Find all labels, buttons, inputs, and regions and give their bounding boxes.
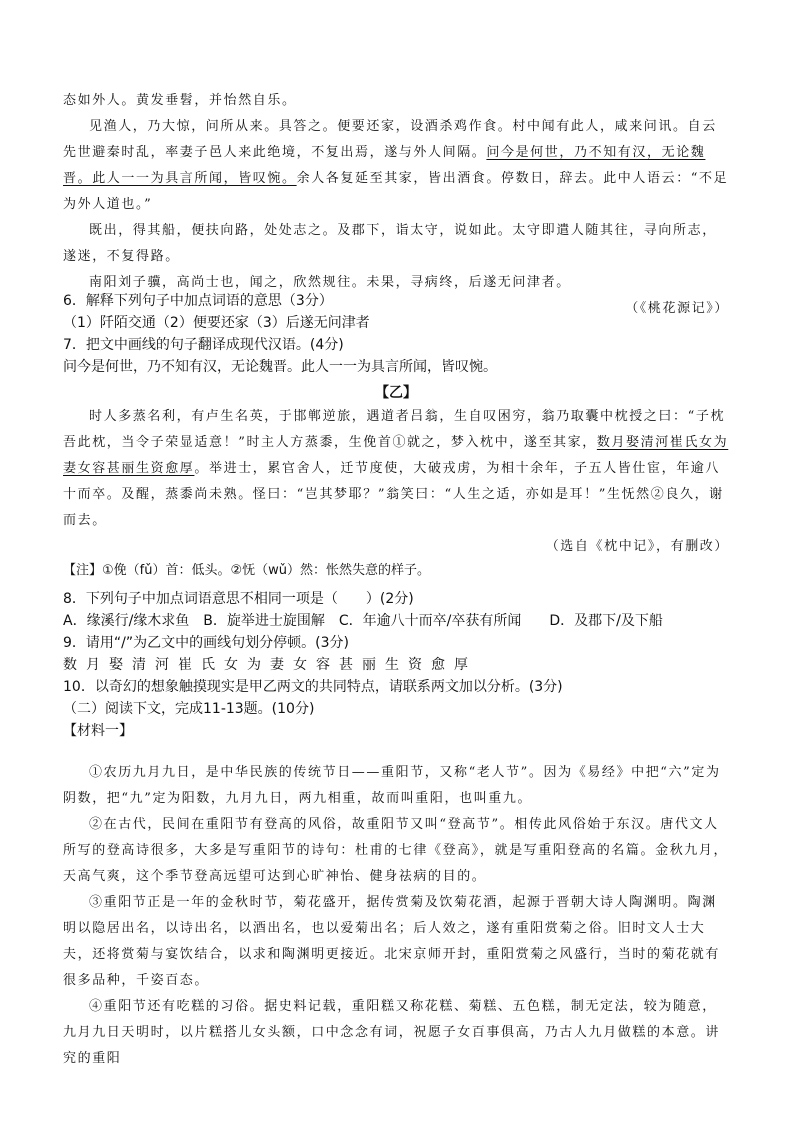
material-1-heading: 【材料一】 [63,723,133,739]
material-1-paragraph-1: ①农历九月九日，是中华民族的传统节日——重阳节，又称“老人节”。因为《易经》中把“六”定为阴数，把“九”定为阳数，九月九日，两九相重，故而叫重阳，也叫重九。 [63,765,721,806]
jia-line0: 态如外人。黄发垂髫，并怡然自乐。 [63,93,297,108]
jia-underlined-sentence: 问今是何世，乃不知有汉，无论魏晋。此人一一为具言所闻，皆叹惋。 [63,145,706,186]
question-8: 8．下列句子中加点词语意思不相同一项是（ ）(2分) [63,591,414,607]
question-6: 6．解释下列句子中加点词语的意思（3分） [63,293,333,309]
material-1-paragraph-4: ④重阳节还有吃糕的习俗。据史料记载，重阳糕又称花糕、菊糕、五色糕，制无定法，较为随意，九月九日天明时，以片糕搭儿女头额，口中念念有词，祝愿子女百事俱高，乃古人九月做糕的本意。讲究的重阳 [63,999,721,1066]
passage-yi [63,382,729,582]
yi-underlined-sentence: 数月娶清河崔氏女为妻女容甚丽生资愈厚 [63,435,729,476]
jia-paragraph-3: 南阳刘子骥，高尚士也，闻之，欣然规往。未果，寻病终，后遂无问津者。 [89,275,571,290]
section-2-heading: （二）阅读下文，完成11-13题。(10分) [63,701,315,717]
questions-6-7 [63,290,729,378]
material-1-paragraph-3: ③重阳节正是一年的金秋时节，菊花盛开，据传赏菊及饮菊花酒，起源于晋朝大诗人陶渊明。陶渊明以隐居出名，以诗出名，以酒出名，也以爱菊出名；后人效之，遂有重阳赏菊之俗。旧时文人士大夫，还将赏菊与宴饮结合，以求和陶渊明更接近。北宋京师开封，重阳赏菊之风盛行，当时的菊花就有很多品种，千姿百态。 [63,895,721,988]
passage-jia [63,88,729,322]
yi-heading: 【乙】 [375,385,417,401]
yi-note: 【注】①俛（fǔ）首：低头。②怃（wǔ）然：怅然失意的样子。 [63,563,430,578]
jia-source: （《桃花源记》） [625,301,729,316]
questions-8-10 [63,588,729,742]
material-1 [63,760,729,1072]
yi-source: （选自《枕中记》，有删改） [545,539,729,554]
yi-paragraph [63,404,729,534]
jia-p1-text-2: 余人各复延至其家，皆出酒食。停数日，辞去。此中人语云：“不足为外人道也。” [63,171,729,212]
yi-text-b: 。举进士，累官舍人，迁节度使，大破戎虏，为相十余年，子五人皆仕宦，年逾八十而卒。及醒，蒸黍尚未熟。怪曰：“岂其梦耶？”翁笑曰：“人生之适，亦如是耳！”生怃然②良久，谢而去。 [63,461,724,528]
question-7-text: 问今是何世，乃不知有汉，无论魏晋。此人一一为具言所闻，皆叹惋。 [63,359,497,375]
question-9: 9．请用“/”为乙文中的画线句划分停顿。(3分) [63,635,349,651]
question-7: 7．把文中画线的句子翻译成现代汉语。(4分) [63,337,344,353]
question-9-text: 数月娶清河崔氏女为妻女容甚丽生资愈厚 [63,657,477,673]
jia-paragraph-1 [63,114,729,218]
material-1-paragraph-2: ②在古代，民间在重阳节有登高的风俗，故重阳节又叫“登高节”。相传此风俗始于东汉。唐代文人所写的登高诗很多，大多是写重阳节的诗句：杜甫的七律《登高》，就是写重阳登高的名篇。金秋九月，天高气爽，这个季节登高远望可达到心旷神怡、健身祛病的目的。 [63,817,729,884]
jia-p1-text: 见渔人，乃大惊，问所从来。具答之。便要还家，设酒杀鸡作食。村中闻有此人，咸来问讯。自云先世避秦时乱，率妻子邑人来此绝境，不复出焉，遂与外人间隔。 [63,119,717,160]
question-10: 10．以奇幻的想象触摸现实是甲乙两文的共同特点，请联系两文加以分析。(3分) [63,679,563,695]
jia-paragraph-2: 既出，得其船，便扶向路，处处志之。及郡下，诣太守，说如此。太守即遣人随其往，寻向所志，遂迷，不复得路。 [63,223,717,264]
question-6-items: （1）阡陌交通（2）便要还家（3）后遂无问津者 [63,315,370,331]
yi-text-a: 时人多蒸名利，有卢生名英，于邯郸逆旅，遇道者吕翁，生自叹困穷，翁乃取囊中枕授之曰：“子枕吾此枕，当令子荣显适意！”时主人方蒸黍，生俛首①就之，梦入枕中，遂至其家， [63,409,726,450]
question-8-options: A．缘溪行/缘木求鱼 B．旋举进士旋围解 C．年逾八十而卒/卒获有所闻 D．及郡下/及下船 [63,613,663,629]
